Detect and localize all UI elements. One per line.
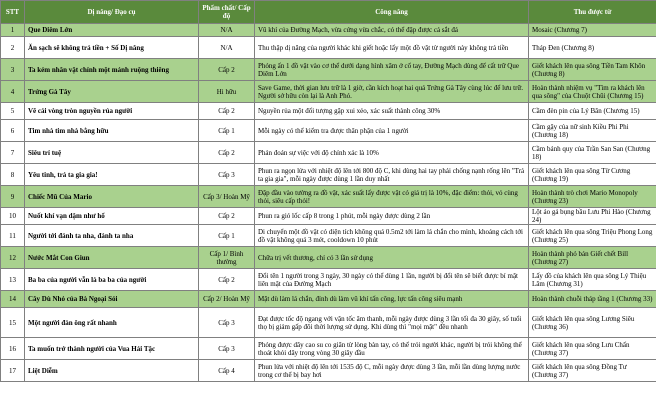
cell-effect: Vũ khí của Đường Mạch, vừa cứng vừa chắc, có thể đập được cả sắt đá [255,24,529,37]
cell-name: Siêu trí tuệ [25,142,199,164]
cell-stt: 2 [1,37,25,59]
cell-effect: Đổi tên 1 người trong 3 ngày, 30 ngày có thể dùng 1 lần, người bị đổi tên sẽ biết được bí mật liên mật của Đường Mạch [255,269,529,291]
cell-name: Ta kém nhân vật chính một mảnh ruộng thiêng [25,59,199,81]
cell-source: Giết khách lên qua sông Từ Cương (Chương 19) [529,164,656,186]
cell-name: Một người đàn ông rất nhanh [25,308,199,338]
cell-effect: Đập đầu vào tường ra đồ vật, xác suất lấy được vật có giá trị là 10%, đặc điểm: thỏi, vỏ cùng thỏi, siêu cấp thỏi! [255,186,529,208]
cell-effect: Phun ra ngọn lửa với nhiệt độ lên tới 800 độ C, khi dùng hai tay phải chống nạnh rống lên "Trả ta gia gia", mỗi ngày được dùng 1 lần duy nhất [255,164,529,186]
cell-effect: Mặt dù làm lá chắn, đỉnh dù làm vũ khí tấn công, lực tấn công siêu mạnh [255,291,529,308]
cell-name: Yêu tinh, trả ta gia gia! [25,164,199,186]
cell-tier: Cấp 1 [199,120,255,142]
cell-source: Cầm bánh quy của Trần San San (Chương 18) [529,142,656,164]
cell-tier: N/A [199,37,255,59]
table-row [1,103,656,120]
cell-source: Lột áo gả bụng bầu Lưu Phi Hào (Chương 24) [529,208,656,225]
cell-name: Trứng Gà Tây [25,81,199,103]
cell-name: Ta muốn trở thành người của Vua Hải Tặc [25,338,199,360]
cell-tier: Cấp 4 [199,360,255,382]
table-body [1,24,656,382]
cell-tier: Cấp 2/ Hoàn Mỹ [199,291,255,308]
cell-tier: Cấp 2 [199,103,255,120]
header-name: Dị năng/ Đạo cụ [25,1,199,24]
cell-effect: Phán đoán sự việc với độ chính xác là 10% [255,142,529,164]
cell-effect: Save Game, thời gian lưu trữ là 1 giờ, cần kích hoạt hai quả Trứng Gà Tây cùng lúc để lưu trữ. Người sở hữu còn lại là Anh Phó. [255,81,529,103]
table-row [1,208,656,225]
cell-tier: Cấp 1/ Bình thường [199,247,255,269]
cell-effect: Nguyền rủa một đối tượng gặp xui xẻo, xác suất thành công 30% [255,103,529,120]
cell-name: Que Diêm Lớn [25,24,199,37]
cell-effect: Phóng ấn 1 đồ vật vào cơ thể dưới dạng hình xăm ở cổ tay, Đường Mạch dùng để cất trữ Que Diêm Lớn [255,59,529,81]
cell-effect: Mỗi ngày có thể kiểm tra được thân phận của 1 người [255,120,529,142]
table-row [1,164,656,186]
cell-stt: 12 [1,247,25,269]
cell-tier: Cấp 2 [199,142,255,164]
cell-stt: 15 [1,308,25,338]
cell-source: Mosaic (Chương 7) [529,24,656,37]
table-row [1,24,656,37]
table-row [1,59,656,81]
cell-effect: Phun ra gió lốc cấp 8 trong 1 phút, mỗi ngày được dùng 2 lần [255,208,529,225]
cell-tier: Cấp 3/ Hoàn Mỹ [199,186,255,208]
cell-tier: N/A [199,24,255,37]
cell-tier: Cấp 2 [199,59,255,81]
cell-name: Nuốt khí vạn dặm như hổ [25,208,199,225]
cell-source: Giết khách lên qua sông Tiền Tam Khôn (Chương 8) [529,59,656,81]
cell-source: Hoàn thành phó bản Giết chết Bill (Chương 27) [529,247,656,269]
cell-name: Người tới đánh ta nha, đánh ta nha [25,225,199,247]
header-tier: Phẩm chất/ Cấp độ [199,1,255,24]
header-row [1,1,656,24]
table-row [1,120,656,142]
cell-tier: Cấp 3 [199,164,255,186]
cell-source: Cầm đèn pin của Lý Bân (Chương 15) [529,103,656,120]
cell-name: Ba ba của người vẫn là ba ba của người [25,269,199,291]
cell-stt: 1 [1,24,25,37]
cell-source: Giết khách lên qua sông Lương Siêu (Chương 36) [529,308,656,338]
table-row [1,142,656,164]
cell-effect: Phóng được dây cao su co giãn từ lòng bàn tay, có thể trói người khác, người bị trói không thể thoát khỏi dây trong vòng 30 giây đầu [255,338,529,360]
cell-tier: Cấp 2 [199,208,255,225]
cell-tier: Hi hữu [199,81,255,103]
cell-stt: 17 [1,360,25,382]
table-row [1,338,656,360]
cell-effect: Đạt được tốc độ ngang với vận tốc âm thanh, mỗi ngày được dùng 3 lần tối đa 30 giây, số tuổi thọ bị giảm gấp đôi thời lượng sử dụng. Khi dùng thì "mọi mặt" đều nhanh [255,308,529,338]
cell-name: Nước Mắt Con Giun [25,247,199,269]
cell-source: Cầm gậy của nữ sinh Kiều Phi Phi (Chương 18) [529,120,656,142]
cell-stt: 14 [1,291,25,308]
cell-stt: 8 [1,164,25,186]
cell-tier: Cấp 3 [199,338,255,360]
cell-tier: Cấp 1 [199,225,255,247]
table-row [1,37,656,59]
cell-tier: Cấp 3 [199,308,255,338]
cell-stt: 4 [1,81,25,103]
cell-source: Giết khách lên qua sông Lưu Chấn (Chương 37) [529,338,656,360]
cell-effect: Thu thập dị năng của người khác khi giết hoặc lấy một đồ vật từ người này không trả tiền [255,37,529,59]
cell-effect: Chữa trị vết thương, chỉ có 3 lần sử dụng [255,247,529,269]
cell-stt: 13 [1,269,25,291]
cell-effect: Phun lửa với nhiệt độ lên tới 1535 độ C, mỗi ngày được dùng 3 lần, mỗi lần dùng lượng nước trong cơ thể bị bay hơi [255,360,529,382]
cell-name: Tim nhà tim nhà bằng hữu [25,120,199,142]
cell-name: Vẽ cái vòng tròn nguyền rủa người [25,103,199,120]
cell-source: Lấy đồ của khách lên qua sông Lý Thiệu Lâm (Chương 31) [529,269,656,291]
table-row [1,269,656,291]
header-effect: Công năng [255,1,529,24]
cell-stt: 3 [1,59,25,81]
cell-source: Giết khách lên qua sông Đồng Tư (Chương 37) [529,360,656,382]
cell-stt: 6 [1,120,25,142]
header-stt: STT [1,1,25,24]
table-row [1,360,656,382]
cell-source: Giết khách lên qua sông Triệu Phong Long (Chương 25) [529,225,656,247]
header-source: Thu được từ [529,1,656,24]
cell-stt: 7 [1,142,25,164]
cell-stt: 11 [1,225,25,247]
cell-name: Ăn sạch sẽ không trả tiền + Số Dị năng [25,37,199,59]
cell-source: Hoàn thành nhiệm vụ "Tìm ra khách lên qua sông" của Chuột Chũi (Chương 15) [529,81,656,103]
table-row [1,291,656,308]
cell-effect: Di chuyển một đồ vật có diện tích không quá 0.5m2 tới làm lá chắn cho mình, khoảng cách tới đồ vật không quá 3 mét, cooldown 10 phút [255,225,529,247]
cell-name: Liệt Diễm [25,360,199,382]
table-row [1,247,656,269]
cell-stt: 5 [1,103,25,120]
cell-tier: Cấp 2 [199,269,255,291]
table-row [1,81,656,103]
table-row [1,186,656,208]
cell-stt: 16 [1,338,25,360]
cell-stt: 9 [1,186,25,208]
cell-source: Hoàn thành chuỗi tháp tầng 1 (Chương 33) [529,291,656,308]
cell-source: Hoàn thành trò chơi Mario Monopoly (Chương 23) [529,186,656,208]
cell-source: Tháp Đen (Chương 8) [529,37,656,59]
table-row [1,225,656,247]
cell-name: Chiếc Mũ Của Mario [25,186,199,208]
table-row [1,308,656,338]
cell-name: Cây Dù Nhỏ của Bà Ngoại Sói [25,291,199,308]
cell-stt: 10 [1,208,25,225]
